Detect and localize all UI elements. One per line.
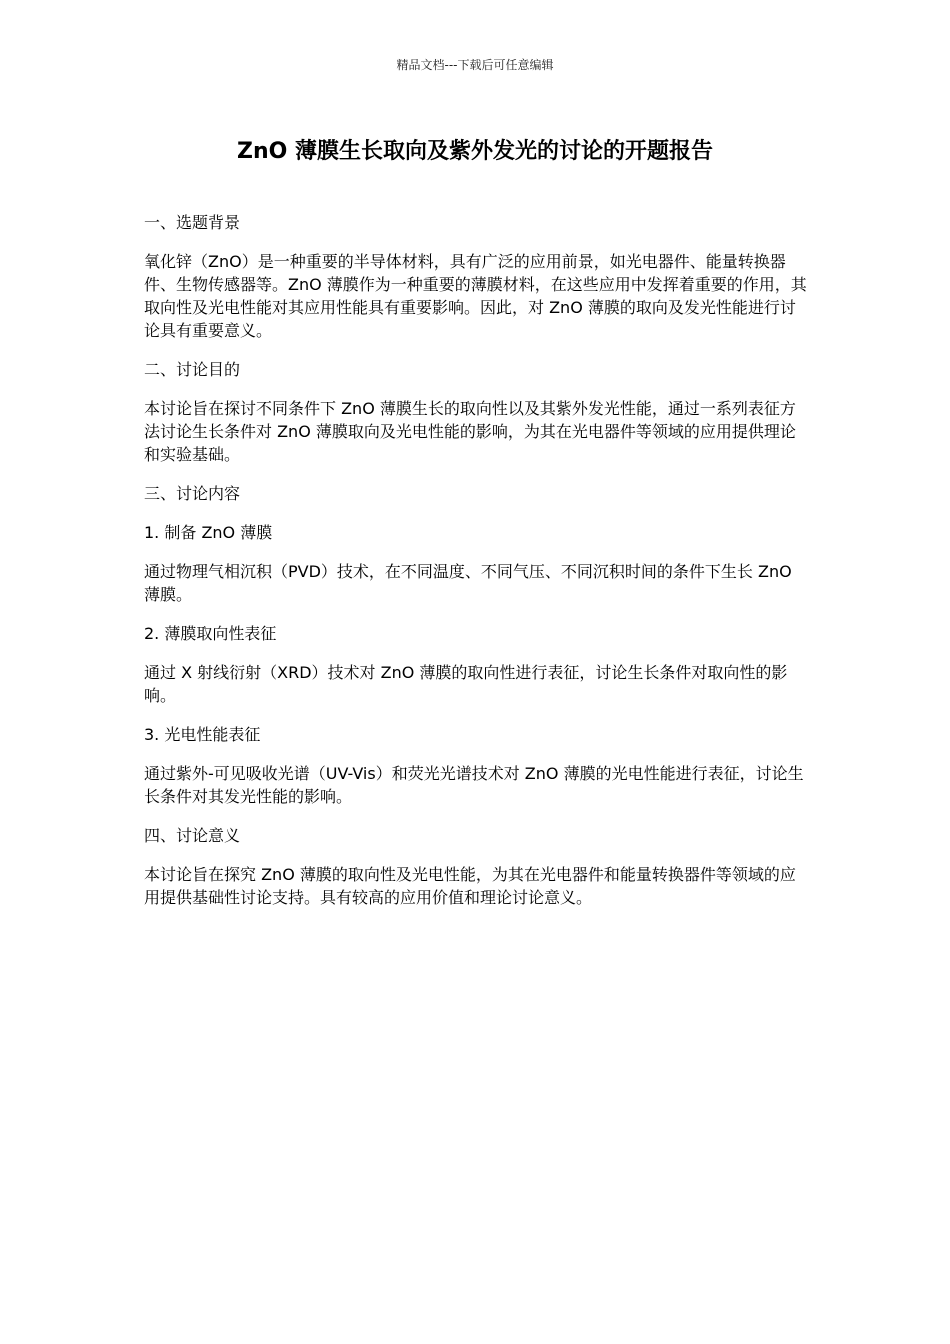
paragraph-orientation: 通过 X 射线衍射（XRD）技术对 ZnO 薄膜的取向性进行表征，讨论生长条件对取向性的影响。 <box>144 663 788 705</box>
subsection-heading-optoelectronic: 3. 光电性能表征 <box>144 725 261 744</box>
paragraph-optoelectronic: 通过紫外-可见吸收光谱（UV-Vis）和荧光光谱技术对 ZnO 薄膜的光电性能进行表征，讨论生长条件对其发光性能的影响。 <box>144 764 804 806</box>
paragraph-background: 氧化锌（ZnO）是一种重要的半导体材料，具有广泛的应用前景，如光电器件、能量转换器件、生物传感器等。ZnO 薄膜作为一种重要的薄膜材料，在这些应用中发挥着重要的作用，其取向性及光电性能对其应用性能具有重要影响。因此，对 ZnO 薄膜的取向及发光性能进行讨论具有重要意义。 <box>144 252 807 340</box>
subsection-heading-orientation: 2. 薄膜取向性表征 <box>144 624 277 643</box>
paragraph-purpose: 本讨论旨在探讨不同条件下 ZnO 薄膜生长的取向性以及其紫外发光性能，通过一系列表征方法讨论生长条件对 ZnO 薄膜取向及光电性能的影响，为其在光电器件等领域的应用提供理论和实验基础。 <box>144 399 796 464</box>
section-heading-content: 三、讨论内容 <box>144 484 241 503</box>
section-heading-significance: 四、讨论意义 <box>144 826 241 845</box>
document-body <box>144 211 808 925</box>
paragraph-significance: 本讨论旨在探究 ZnO 薄膜的取向性及光电性能，为其在光电器件和能量转换器件等领域的应用提供基础性讨论支持。具有较高的应用价值和理论讨论意义。 <box>144 865 796 907</box>
paragraph-preparation: 通过物理气相沉积（PVD）技术，在不同温度、不同气压、不同沉积时间的条件下生长 ZnO 薄膜。 <box>144 562 792 604</box>
page-header: 精品文档---下载后可任意编辑 <box>396 58 554 72</box>
section-heading-purpose: 二、讨论目的 <box>144 360 241 379</box>
subsection-heading-preparation: 1. 制备 ZnO 薄膜 <box>144 523 273 542</box>
section-heading-background: 一、选题背景 <box>144 213 241 232</box>
document-title: ZnO 薄膜生长取向及紫外发光的讨论的开题报告 <box>237 139 713 164</box>
